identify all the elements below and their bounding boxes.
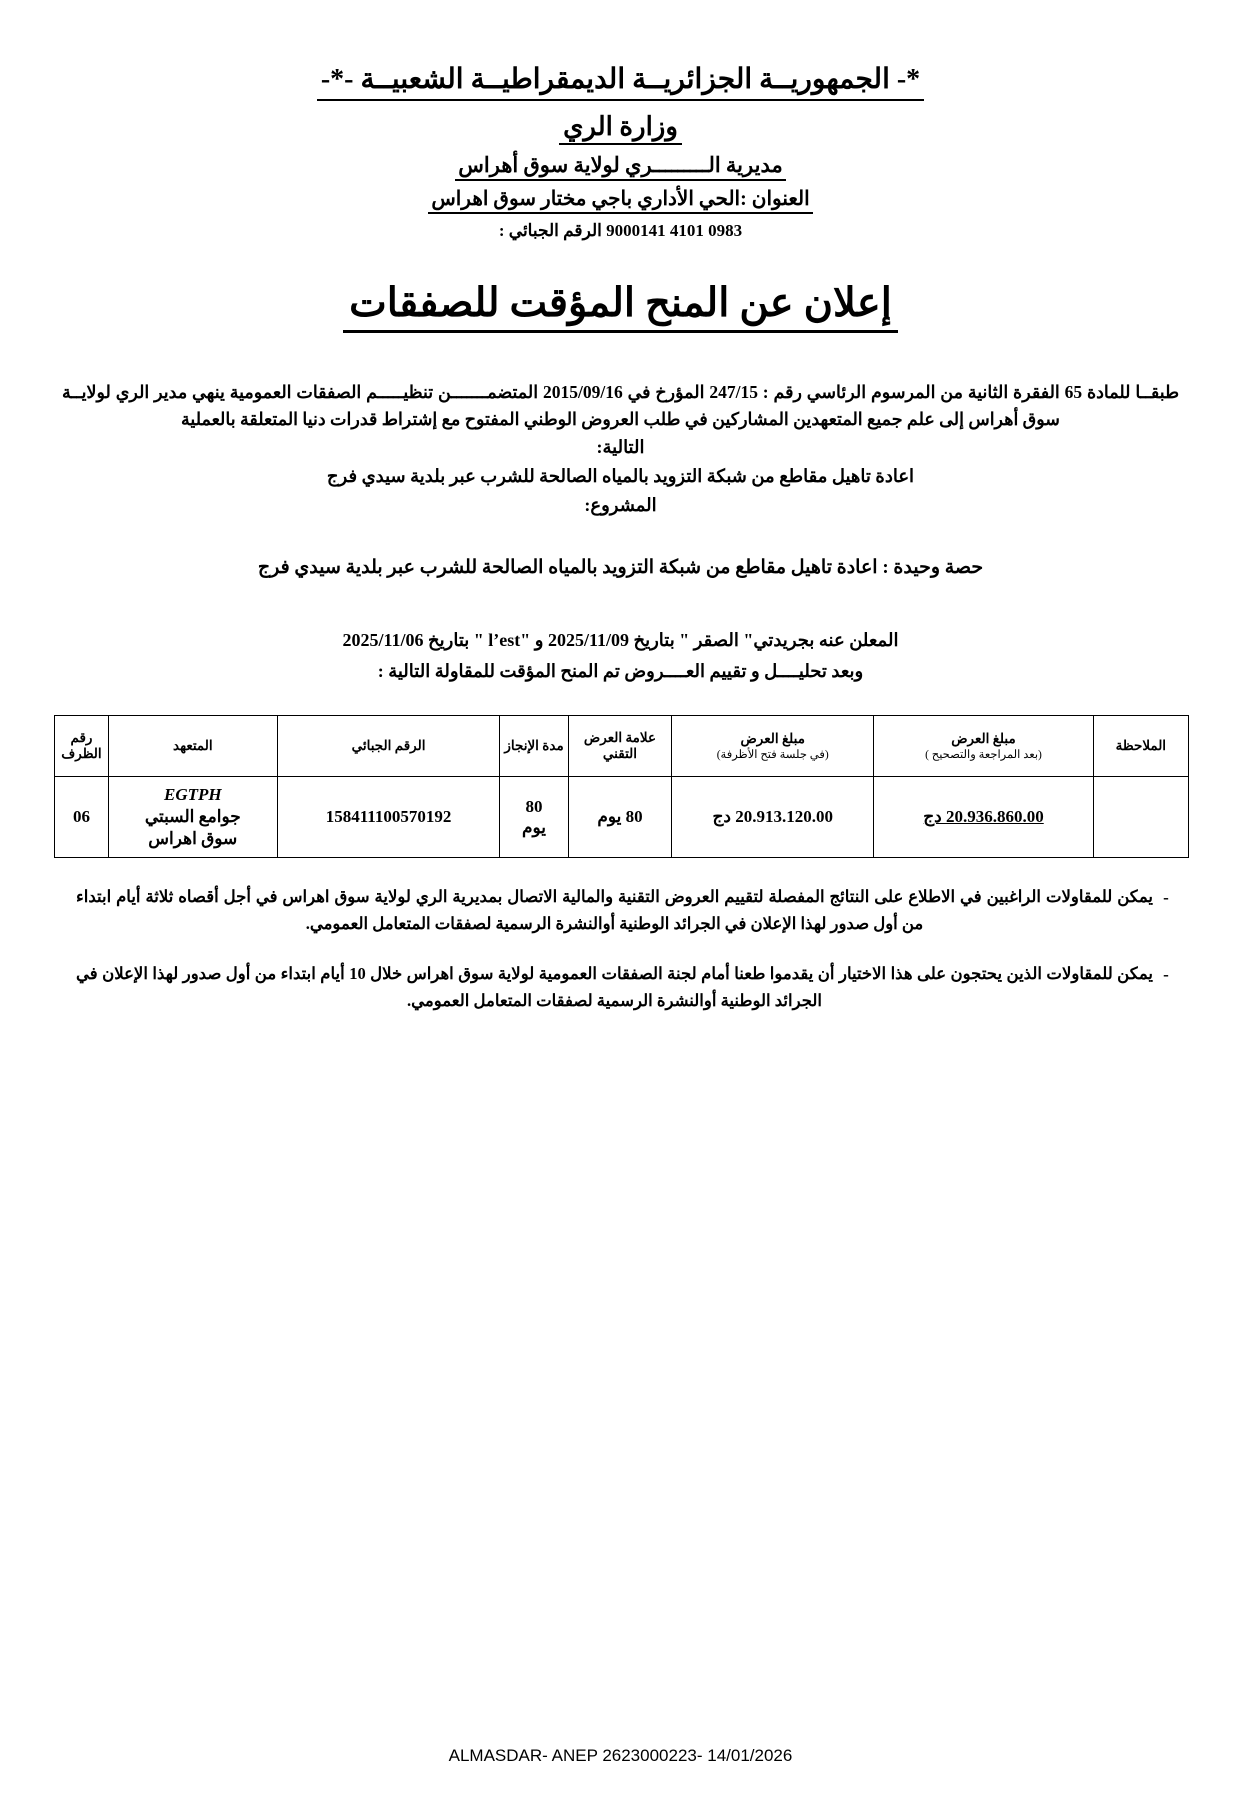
announcement-newspapers: المعلن عنه بجريدتي" الصقر " بتاريخ 2025/11/09 و "l’est " بتاريخ 2025/11/06 (342, 629, 899, 650)
cell-technical-mark: 80 يوم (568, 777, 672, 858)
column-header-technical-mark-label: علامة العرض التقني (583, 729, 657, 762)
project-label: المشروع: (584, 494, 657, 515)
column-header-tax-id-label: الرقم الجبائي (351, 737, 426, 753)
award-table-head (55, 716, 1189, 777)
column-header-envelope-label: رقم الظرف (61, 729, 102, 762)
tax-number-label: الرقم الجبائي : (498, 221, 602, 241)
main-title-container (0, 280, 1241, 333)
document-page (0, 62, 1241, 1816)
column-header-bidder-label: المتعهد (173, 737, 213, 753)
bullet-dash-icon: - (1163, 888, 1169, 908)
column-header-note (1093, 716, 1188, 777)
lot-description: حصة وحيدة : اعادة تاهيل مقاطع من شبكة التزويد بالمياه الصالحة للشرب عبر بلدية سيدي فرج (257, 557, 984, 579)
cell-duration-unit: يوم (522, 818, 547, 838)
document-body (0, 379, 1241, 686)
cell-envelope-number: 06 (55, 777, 109, 858)
document-header (0, 62, 1241, 242)
column-header-technical-mark (568, 716, 672, 777)
cell-duration-number: 80 (525, 797, 543, 817)
cell-bidder-address-line1: جوامع السبتي (144, 807, 241, 827)
column-header-amount-corrected-sub: (بعد المراجعة والتصحيح ) (925, 748, 1042, 761)
list-item (62, 961, 1179, 1014)
following-label: التالية: (596, 437, 645, 458)
column-header-amount-opening-sub: (في جلسة فتح الأظرفة) (716, 748, 829, 761)
award-table (54, 715, 1189, 858)
column-header-amount-opening (672, 716, 874, 777)
cell-bidder (108, 777, 277, 858)
header-direction-line (0, 145, 1241, 181)
cell-amount-corrected: 20.936.860.00 دج (874, 777, 1094, 858)
column-header-amount-opening-label: مبلغ العرض (740, 730, 805, 746)
column-header-duration (500, 716, 568, 777)
note-text-detailed-results: يمكن للمقاولات الراغبين في الاطلاع على النتائج المفصلة لتقييم العروض التقنية والمالية الاتصال بمديرية الري لولاية سوق اهراس في أجل أقصاه ثلاثة أيام ابتداء من أول صدور لهذا الإعلان في الجرائد الوطنية أوالنشرة الرسمية لصفقات المتعامل العمومي. (76, 887, 1153, 933)
ministry-title: وزارة الري (559, 111, 682, 145)
page-title: إعلان عن المنح المؤقت للصفقات (343, 280, 898, 333)
cell-note (1093, 777, 1188, 858)
notes-section (62, 884, 1179, 1014)
cell-tax-id: 158411100570192 (277, 777, 500, 858)
award-table-container (52, 715, 1189, 858)
column-header-bidder (108, 716, 277, 777)
header-address-line (0, 181, 1241, 214)
republic-title: *- الجمهوريــة الجزائريــة الديمقراطيــة الشعبيــة -*- (317, 62, 924, 101)
address-line: العنوان :الحي الأداري باجي مختار سوق اهراس (428, 187, 812, 214)
intro-paragraph: طبقــا للمادة 65 الفقرة الثانية من المرسوم الرئاسي رقم : 247/15 المؤرخ في 2015/09/16 المتضمـــــــن تنظيـــــم الصفقات العمومية ينهي مدير الري لولايــة سوق أهراس إلى علم جميع المتعهدين المشاركين في طلب العروض الوطني المفتوح مع إشتراط قدرات دنيا المتعلقة بالعملية (62, 381, 1179, 429)
column-header-amount-corrected (874, 716, 1094, 777)
cell-bidder-address-line2: سوق اهراس (148, 829, 238, 849)
cell-bidder-company: EGTPH (164, 785, 222, 805)
column-header-note-label: الملاحظة (1115, 737, 1167, 753)
column-header-envelope (55, 716, 109, 777)
column-header-amount-corrected-label: مبلغ العرض (951, 730, 1016, 746)
column-header-tax-id (277, 716, 500, 777)
table-row (55, 777, 1189, 858)
header-ministry-line (0, 101, 1241, 145)
bullet-dash-icon: - (1163, 965, 1169, 985)
cell-duration (500, 777, 568, 858)
header-republic-line (0, 62, 1241, 101)
after-evaluation-line: وبعد تحليــــل و تقييم العــــروض تم المنح المؤقت للمقاولة التالية : (377, 660, 864, 681)
note-text-appeal-rights: يمكن للمقاولات الذين يحتجون على هذا الاختيار أن يقدموا طعنا أمام لجنة الصفقات العمومية لولاية سوق اهراس خلال 10 أيام ابتداء من أول صدور لهذا الإعلان في الجرائد الوطنية أوالنشرة الرسمية لصفقات المتعامل العمومي. (76, 964, 1153, 1010)
award-table-body (55, 777, 1189, 858)
table-header-row (55, 716, 1189, 777)
footer-reference: ALMASDAR- ANEP 2623000223- 14/01/2026 (448, 1746, 793, 1765)
column-header-duration-label: مدة الإنجاز (504, 737, 564, 753)
direction-title: مديرية الـــــــــري لولاية سوق أهراس (455, 153, 785, 181)
tax-number-line (0, 221, 1241, 241)
tax-number-value: 0983 4101 9000141 (606, 221, 743, 241)
cell-amount-opening: 20.913.120.00 دج (672, 777, 874, 858)
project-description: اعادة تاهيل مقاطع من شبكة التزويد بالمياه الصالحة للشرب عبر بلدية سيدي فرج (326, 465, 915, 486)
list-item (62, 884, 1179, 937)
